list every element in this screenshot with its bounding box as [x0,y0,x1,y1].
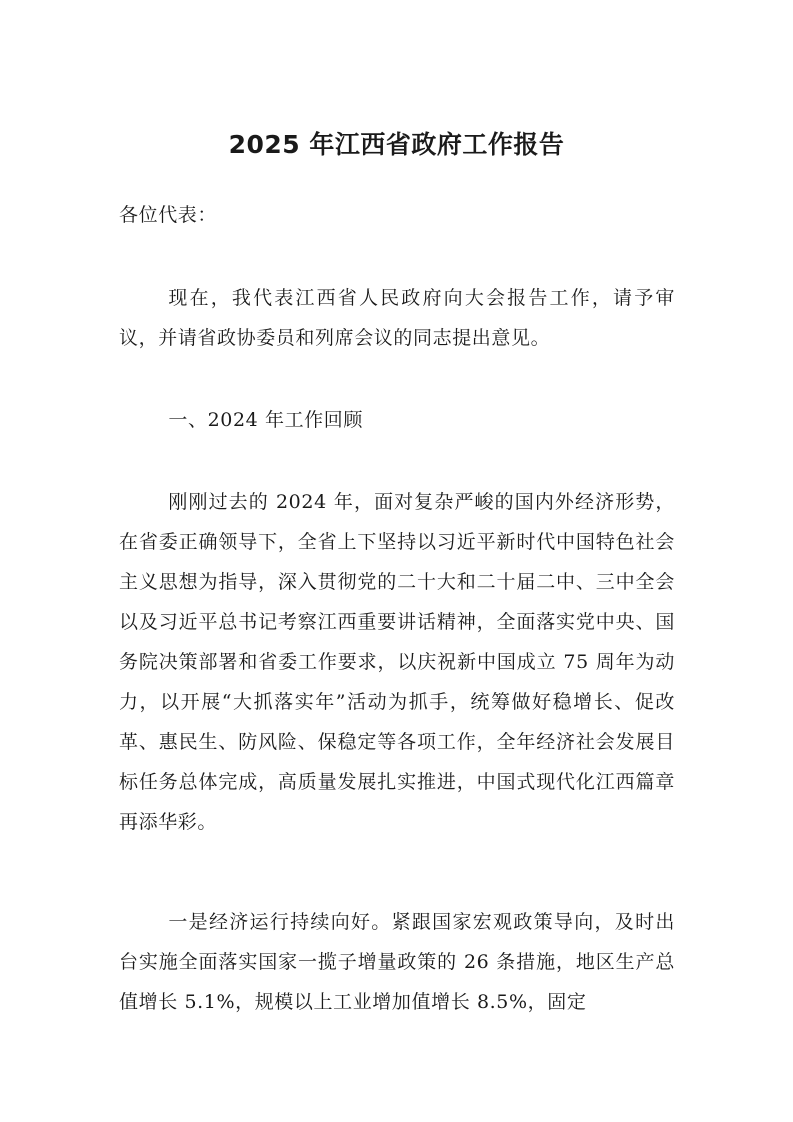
document-title: 2025 年江西省政府工作报告 [228,130,565,159]
economy-paragraph: 一是经济运行持续向好。紧跟国家宏观政策导向，及时出台实施全面落实国家一揽子增量政策的 26 条措施，地区生产总值增长 5.1%，规模以上工业增加值增长 8.5%，固定 [119,911,675,1013]
section-heading: 一、2024 年工作回顾 [168,409,363,431]
intro-paragraph: 现在，我代表江西省人民政府向大会报告工作，请予审议，并请省政协委员和列席会议的同志提出意见。 [119,287,675,349]
review-paragraph: 刚刚过去的 2024 年，面对复杂严峻的国内外经济形势，在省委正确领导下，全省上下坚持以习近平新时代中国特色社会主义思想为指导，深入贯彻党的二十大和二十届二中、三中全会以及习近平总书记考察江西重要讲话精神，全面落实党中央、国务院决策部署和省委工作要求，以庆祝新中国成立 75 周年为动力，以开展“大抓落实年”活动为抓手，统筹做好稳增长、促改革、惠民生、防风险、保稳定等各项工作，全年经济社会发展目标任务总体完成，高质量发展扎实推进，中国式现代化江西篇章再添华彩。 [119,491,675,833]
salutation: 各位代表： [119,204,218,226]
